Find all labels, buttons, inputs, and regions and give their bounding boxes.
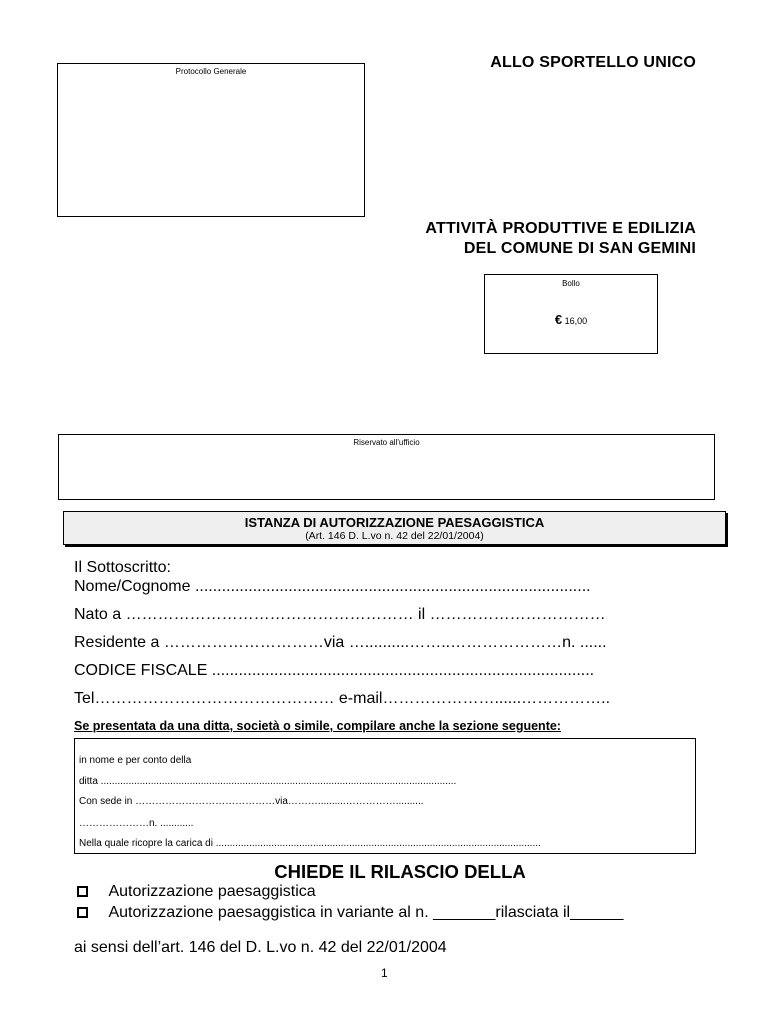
form-residente-field[interactable]: Residente a …………………………via …..........……..…………………n. ...... (74, 634, 607, 651)
title-box-title: ISTANZA DI AUTORIZZAZIONE PAESAGGISTICA (244, 515, 545, 530)
bollo-amount (485, 312, 657, 327)
option-variante-label: Autorizzazione paesaggistica in variante al n. _______rilasciata il______ (108, 904, 624, 921)
legal-reference: ai sensi dell’art. 146 del D. L.vo n. 42 del 22/01/2004 (74, 939, 447, 956)
ditta-notice: Se presentata da una ditta, società o simile, compilare anche la sezione seguente: (74, 719, 561, 733)
protocol-box-label: Protocollo Generale (175, 67, 247, 76)
form-tel-email-field[interactable]: Tel……………………………………… e-mail…………………......…………….. (74, 690, 611, 707)
option-variante[interactable] (77, 904, 623, 922)
bollo-box (484, 274, 658, 354)
form-nome-field[interactable]: Nome/Cognome ......................................................................................... (74, 578, 591, 595)
header-line-1: ALLO SPORTELLO UNICO (490, 54, 696, 71)
checkbox-icon[interactable] (77, 907, 88, 918)
ditta-name-field[interactable]: ditta ................................................................................................................................ (79, 776, 457, 787)
option-autorizzazione[interactable] (77, 883, 316, 901)
option-autorizzazione-label: Autorizzazione paesaggistica (108, 883, 316, 900)
ditta-box (74, 738, 696, 854)
title-box-subtitle: (Art. 146 D. L.vo n. 42 del 22/01/2004) (305, 530, 484, 542)
ditta-carica-field[interactable]: Nella quale ricopre la carica di ..................................................................................................................... (79, 838, 541, 849)
header-line-3: DEL COMUNE DI SAN GEMINI (463, 240, 696, 257)
form-codice-fiscale-field[interactable]: CODICE FISCALE ...................................................................................... (74, 662, 595, 679)
checkbox-icon[interactable] (77, 886, 88, 897)
form-nato-field[interactable]: Nato a ……………………………………………… il …………………………… (74, 606, 606, 623)
form-intro: Il Sottoscritto: (74, 559, 171, 576)
bollo-label: Bollo (562, 279, 580, 288)
request-heading: CHIEDE IL RILASCIO DELLA (274, 861, 526, 882)
euro-icon: € (554, 312, 563, 327)
ditta-sede-field[interactable]: Con sede in ……………………………………via………..........…………….......... (79, 796, 424, 807)
protocol-box (57, 63, 365, 217)
office-box (58, 434, 715, 500)
ditta-line-1: in nome e per conto della (79, 755, 192, 766)
office-box-label: Riservato all'ufficio (353, 438, 420, 447)
bollo-amount-value: 16,00 (564, 316, 588, 326)
ditta-number-field[interactable]: …………………n. ............ (79, 818, 194, 829)
header-line-2: ATTIVITÀ PRODUTTIVE E EDILIZIA (425, 220, 696, 237)
page-number: 1 (381, 966, 388, 980)
title-box (63, 511, 726, 545)
